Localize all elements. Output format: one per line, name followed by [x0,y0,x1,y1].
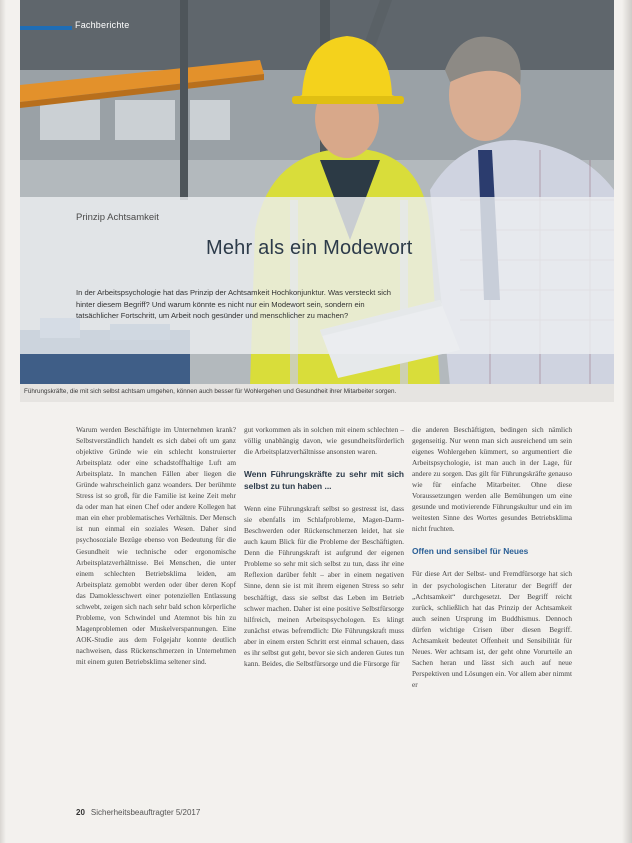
body-paragraph: die anderen Beschäftigten, bedingen sich nämlich gegenseitig. Nur wenn man sich ausreichend um sein eigenes Wohlergehen kümmert, so argumentiert die Arbeitspsychologie, ist man auch in der Lage, für andere zu sorgen. Das gilt für Führungskräfte genauso wie für einfache Mitarbeiter. Ohne diese Voraussetzungen werden alle Bemühungen um eine gesunde und motivierende Führungskultur und ein im weitesten Sinne des Wortes gesundes Betriebsklima nicht fruchten. [412,425,572,534]
article-intro: In der Arbeitspsychologie hat das Prinzip der Achtsamkeit Hochkonjunktur. Was versteckt sich hinter diesem Begriff? Und warum könnte es nicht nur ein Modewort sein, sondern ein tatsächlicher Fortschritt, um Arbeit noch gesünder und menschlicher zu machen? [76,288,392,321]
page-fold-shadow [0,0,6,843]
body-paragraph: Warum werden Beschäftigte im Unternehmen krank? Selbstverständlich handelt es sich dabei oft um ganz objektive Gründe wie ein schlecht konstruierter Arbeitsplatz oder eine schadstoffhaltige Luft am Arbeitsplatz. In manchen Fällen aber liegen die Gründe wahrscheinlich ganz woanders. Der berühmte Stress ist so groß, für die Familie ist keine Zeit mehr da oder man hat einen Chef oder andere Kollegen hat man ein eher problematisches Verhältnis. Der Mensch ist nun einmal ein soziales Wesen. Daher sind psychosoziale Bezüge ebenso von Bedeutung für die Gesundheit wie technische oder ergonomische Arbeitsplatzverhältnisse. Bei Menschen, die unter einem schlechten Betriebsklima leiden, am Arbeitsplatz gemobbt werden oder über deren Kopf das Damoklesschwert einer potenziellen Entlassung schwebt, zeigen sich nach sehr bald schon körperliche Probleme, von Schwindel und Atemnot bis hin zu Magenproblemen oder Muskelverspannungen. Eine AOK-Studie aus dem Folgejahr konnte deutlich nachweisen, dass Rückenschmerzen in Unternehmen mit einem guten Betriebsklima seltener sind. [76,425,236,666]
magazine-issue: Sicherheitsbeauftragter 5/2017 [90,808,201,817]
body-paragraph: gut vorkommen als in solchen mit einem schlechten – völlig unabhängig davon, wie gesundheitsförderlich die Arbeitsplatzverhältnisse ansonsten waren. [244,425,404,457]
body-paragraph: Für diese Art der Selbst- und Fremdfürsorge hat sich in der psychologischen Literatur der Begriff der „Achtsamkeit“ durchgesetzt. Der Begriff reicht zurück, schließlich hat das Prinzip der Achtsamkeit auch seinen Ursprung im Buddhismus. Dennoch dürfen wichtige Crisen über diesen Begriff. Achtsamkeit bedeutet Offenheit und Sensibilität für Neues. Wer achtsam ist, der geht ohne Vorurteile an Sachen heran und lässt sich auch auf neue Perspektiven und Lösungen ein. Vor allem aber nimmt er [412,569,572,689]
article-title: Mehr als ein Modewort [206,237,413,259]
subheading: Wenn Führungskräfte zu sehr mit sich selbst zu tun haben ... [244,469,404,492]
section-label: Fachberichte [75,20,130,30]
photo-caption: Führungskräfte, die mit sich selbst achtsam umgehen, können auch besser für Wohlergehen und Gesundheit ihrer Mitarbeiter sorgen. [24,388,397,395]
article-kicker: Prinzip Achtsamkeit [76,212,159,223]
body-paragraph: Wenn eine Führungskraft selbst so gestresst ist, dass sie ebenfalls im Schlafprobleme, Magen-Darm-Beschwerden oder Rückenschmerzen leidet, hat sie auch kaum Blick für die Probleme der Beschäftigten. Denn die Führungskraft ist aufgrund der eigenen Probleme so sehr mit sich selbst zu tun, dass ihr eine Reflexion darüber fehlt – aber in einem negativen Sinne, denn sie ist mit ihrem eigenen Stress so sehr beschäftigt, dass sie selbst das Leben im Betrieb schwer machen. Daher ist eine positive Selbstfürsorge hilfreich, meinen Arbeitspsychologen. Es klingt zunächst etwas befremdlich: Die Führungskraft muss aber in einem ersten Schritt erst einmal schauen, dass es ihr selbst gut geht, bevor sie sich anderen Gutes tun kann. Beides, die Selbstfürsorge und die Fürsorge für [244,504,404,668]
page-edge-shadow [622,0,632,843]
subheading: Offen und sensibel für Neues [412,546,529,557]
text-column-2 [244,424,404,669]
text-column-1 [76,424,236,667]
page-footer [76,808,200,817]
page-number: 20 [76,808,85,817]
text-column-3 [412,424,572,690]
section-tab-marker [20,26,72,30]
